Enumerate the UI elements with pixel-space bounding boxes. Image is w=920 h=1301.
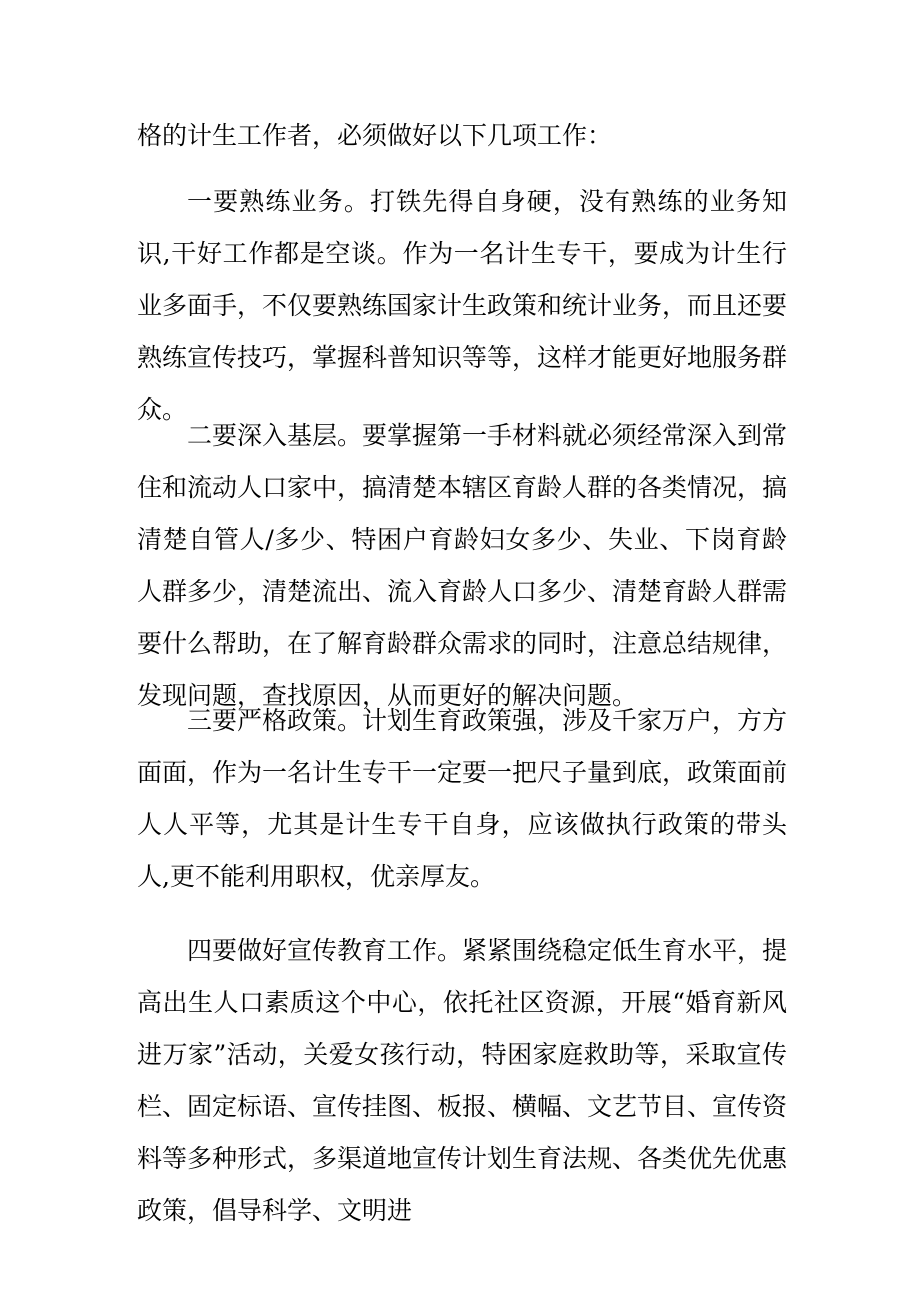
paragraph-skills [137,176,787,436]
paragraph-continuation [137,110,787,162]
paragraph-text: 一要熟练业务。打铁先得自身硬，没有熟练的业务知识,干好工作都是空谈。作为一名计生专干，要成为计生行业多面手，不仅要熟练国家计生政策和统计业务，而且还要熟练宣传技巧，掌握科普知识等等，这样才能更好地服务群众。 [137,187,788,424]
paragraph-text: 二要深入基层。要掌握第一手材料就必须经常深入到常住和流动人口家中，搞清楚本辖区育龄人群的各类情况，搞清楚自管人/多少、特困户育龄妇女多少、失业、下岗育龄人群多少，清楚流出、流入育龄人口多少、清楚育龄人群需要什么帮助，在了解育龄群众需求的同时，注意总结规律，发现问题，查找原因，从而更好的解决问题。 [137,421,788,710]
paragraph-text: 格的计生工作者，必须做好以下几项工作： [137,121,613,150]
paragraph-text: 三要严格政策。计划生育政策强，涉及千家万户，方方面面，作为一名计生专干一定要一把尺子量到底，政策面前人人平等，尤其是计生专干自身，应该做执行政策的带头人,更不能利用职权，优亲厚友。 [137,706,788,891]
paragraph-publicity [137,925,787,1237]
paragraph-grassroots [137,410,787,722]
paragraph-text: 四要做好宣传教育工作。紧紧围绕稳定低生育水平，提高出生人口素质这个中心，依托社区资源，开展“婚育新风进万家”活动，关爱女孩行动，特困家庭救助等，采取宣传栏、固定标语、宣传挂图、板报、横幅、文艺节目、宣传资料等多种形式，多渠道地宣传计划生育法规、各类优先优惠政策，倡导科学、文明进 [137,936,788,1225]
paragraph-policy [137,695,787,903]
